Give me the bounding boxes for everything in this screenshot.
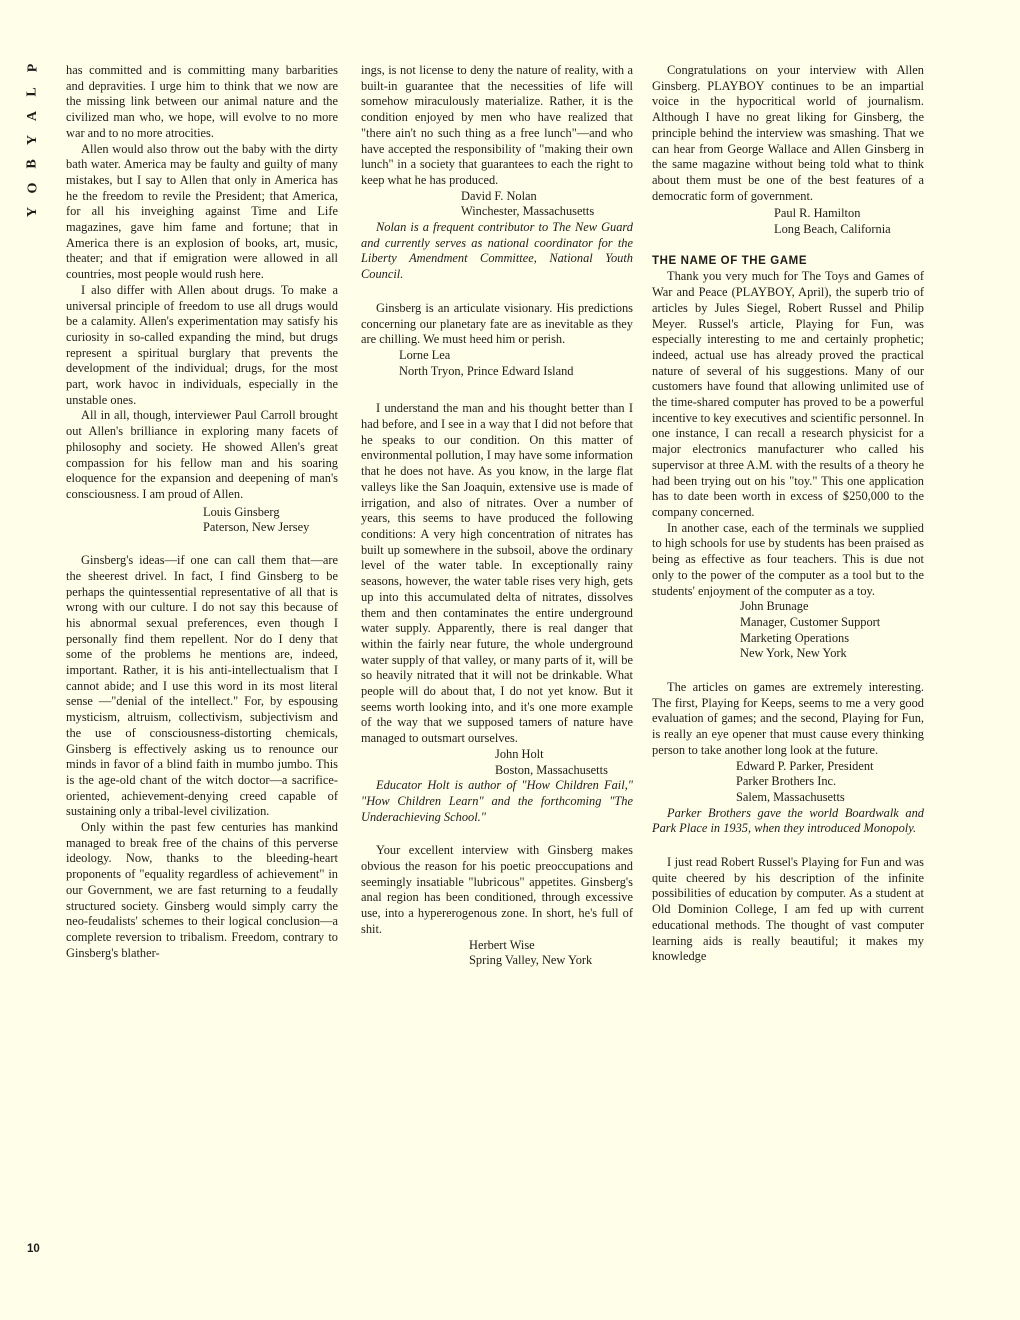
signature-name: Lorne Lea bbox=[399, 347, 451, 362]
signature-name: John Holt bbox=[495, 746, 544, 761]
letter-paragraph: Ginsberg is an articulate visionary. His predictions concerning our planetary fate are as inevitable as they are chilling. We must heed him or perish. bbox=[361, 300, 633, 347]
editor-note: Educator Holt is author of "How Children Fail," "How Children Learn" and the forthcoming "The Underachieving School." bbox=[361, 778, 633, 824]
signature-place: Spring Valley, New York bbox=[469, 953, 593, 968]
spine-letter: O bbox=[24, 182, 40, 194]
signature-department: Marketing Operations bbox=[740, 630, 850, 645]
signature-name: David F. Nolan bbox=[461, 188, 537, 203]
letter-paragraph: I understand the man and his thought better than I had before, and I see in a way that I did not before that he speaks to our condition. On this matter of environmental pollution, I may have some information that he does not have. As you know, in the large flat valleys like the San Joaquin, extensive use is made of irrigation, and also of nitrates. Over a number of years, this seems to have produced the following conditions: A very high concentration of nitrates has built up somewhere in the subsoil, above the ordinary level of the water table. In exceptionally rainy seasons, however, the water table rises very high, gets up into this accumulated delta of nitrates, dissolves them and then contaminates the entire underground water supply. Apparently, there is real danger that within the fairly near future, the whole underground water supply of that valley, or many parts of it, will be so heavily nitrated that it will not be drinkable. What people will do about that, I do not yet know. But it seems worth looking into, and it's one more example of the way that we supposed tamers of nature have managed to outsmart ourselves. bbox=[361, 401, 633, 746]
letter-paragraph: In another case, each of the terminals we supplied to high schools for use by students has been praised as being as effective as four teachers. This is due not only to the power of the computer as a tool but to the students' enjoyment of the computer as a toy. bbox=[652, 520, 924, 598]
letter-paragraph: ings, is not license to deny the nature of reality, with a built-in guarantee that the necessities of life will somehow miraculously materialize. Rather, it is the condition enjoyed by men who have realized that "there ain't no such thing as a free lunch"—and who have accepted the responsibility of "making their own lunch" in a society that guarantees to each the right to keep what he has produced. bbox=[361, 63, 633, 187]
letter-paragraph: I just read Robert Russel's Playing for Fun and was quite cheered by his description of the infinite possibilities of education by computer. As a student at Old Dominion College, I am fed up with current educational methods. The thought of vast computer learning aids is really beautiful; it makes my knowledge bbox=[652, 855, 924, 964]
signature-company: Parker Brothers Inc. bbox=[736, 774, 837, 789]
spine-letter: B bbox=[25, 159, 40, 169]
magazine-spine-title bbox=[20, 56, 46, 224]
letter-paragraph: Your excellent interview with Ginsberg makes obvious the reason for his poetic preoccupations and seemingly insatiable "lubricous" appetites. Ginsberg's anal region has been conditioned, through excessive use, into a hypererogenous zone. In short, he's full of shit. bbox=[361, 843, 633, 936]
spine-letter: L bbox=[25, 87, 40, 97]
signature-place: Winchester, Massachusetts bbox=[461, 204, 595, 219]
letter-paragraph: Congratulations on your interview with Allen Ginsberg. PLAYBOY continues to be an impartial voice in the hypocritical world of journalism. Although I have no great liking for Ginsberg, the principle behind the interview was smashing. That we can hear from George Wallace and Allen Ginsberg in the same magazine without being told what to think about them must be one of the best features of a democratic form of government. bbox=[652, 63, 924, 203]
signature-name: John Brunage bbox=[740, 599, 809, 614]
letter-paragraph: I also differ with Allen about drugs. To make a universal principle of freedom to use all drugs would be a calamity. Allen's experimentation may satisfy his curiosity in so-called expanding the mind, but drugs represent a spiritual burglary that prevents the development of the individual; drugs, for the most part, work havoc in individuals, especially in the unstable ones. bbox=[66, 282, 338, 407]
spine-letter: P bbox=[25, 63, 40, 73]
letter-paragraph: The articles on games are extremely interesting. The first, Playing for Keeps, seems to me a very good evaluation of games; and the second, Playing for Fun, is really an eye opener that must cause every thinking person to take another long look at the future. bbox=[652, 680, 924, 757]
column-1 bbox=[66, 63, 338, 961]
signature-place: North Tryon, Prince Edward Island bbox=[399, 363, 574, 378]
signature-place: New York, New York bbox=[740, 646, 847, 661]
letter-paragraph: Only within the past few centuries has mankind managed to break free of the chains of this perverse ideology. Now, thanks to the bleeding-heart proponents of "equality regardless of achievement" in our Government, we are fast returning to a feudally structured society. Ginsberg would simply carry the neo-feudalists' schemes to their logical conclusion—a complete reversion to tribalism. Freedom, contrary to Ginsberg's blather- bbox=[66, 820, 338, 960]
editor-note: Nolan is a frequent contributor to The New Guard and currently serves as national coordinator for the Liberty Amendment Committee, National Youth Council. bbox=[361, 220, 633, 282]
letter-paragraph: Ginsberg's ideas—if one can call them that—are the sheerest drivel. In fact, I find Ginsberg to be perhaps the quintessential representative of all that is wrong with our culture. I do not say this because of his abnormal sexual preferences, even though I personally find them repellent. Nor do I deny that some of the problems he mentions are, indeed, important. Rather, it is his anti-intellectualism that I cannot abide; and I use this word in its most literal sense —"denial of the intellect." For, by espousing mysticism, altruism, collectivism, subjectivism and the use of consciousness-distorting chemicals, Ginsberg is effectively asking us to renounce our minds in favor of a blind faith in mumbo jumbo. This is the age-old chant of the witch doctor—a sacrifice-oriented, achievement-denying creed capable of sustaining only a tribal-level civilization. bbox=[66, 553, 338, 819]
signature-place: Salem, Massachusetts bbox=[736, 789, 845, 804]
column-2 bbox=[361, 63, 633, 969]
signature-name: Paul R. Hamilton bbox=[774, 206, 861, 221]
editor-note: Parker Brothers gave the world Boardwalk and Park Place in 1935, when they introduced Monopoly. bbox=[652, 805, 924, 836]
signature-name: Herbert Wise bbox=[469, 937, 535, 952]
letter-paragraph: All in all, though, interviewer Paul Carroll brought out Allen's brilliance in exploring many facets of philosophy and society. He showed Allen's great compassion for his fellow man and his soaring eloquence for the expansion and deepening of man's consciousness. I am proud of Allen. bbox=[66, 408, 338, 501]
signature-name: Louis Ginsberg bbox=[203, 504, 280, 519]
letter-paragraph: has committed and is committing many barbarities and depravities. I urge him to think that we now are the missing link between our animal nature and the civilized man who, we hope, will evolve to no more war and to no more atrocities. bbox=[66, 63, 338, 140]
letter-paragraph: Allen would also throw out the baby with the dirty bath water. America may be faulty and guilty of many mistakes, but I say to Allen that only in America has he the freedom to revile the President; that America, for all his inveighing against Time and Life magazines, gave him fame and fortune; that in America there is an explosion of books, art, music, theater; and that if emigration were allowed in all countries, most people would rush here. bbox=[66, 141, 338, 282]
spine-letter: A bbox=[25, 110, 40, 122]
signature-name: Edward P. Parker, President bbox=[736, 758, 874, 773]
signature-place: Boston, Massachusetts bbox=[495, 762, 608, 777]
column-3 bbox=[652, 63, 924, 965]
section-heading: THE NAME OF THE GAME bbox=[652, 254, 808, 267]
signature-place: Paterson, New Jersey bbox=[203, 520, 310, 535]
letter-paragraph: Thank you very much for The Toys and Games of War and Peace (PLAYBOY, April), the superb trio of articles by Jules Siegel, Robert Russel and Philip Meyer. Russel's article, Playing for Fun, was especially interesting to me and certainly prophetic; indeed, actual use has already proved the practical nature of several of his suggestions. Many of our customers have found that allowing unlimited use of the time-shared computer has proved to be a powerful incentive to key executives and scientific personnel. In one instance, I can recall a research physicist for a major electronics manufacturer who called his supervisor at three A.M. with the results of a theory he had been trying out on his "toy." This one application has to date been worth in excess of $250,000 to the company concerned. bbox=[652, 269, 924, 519]
page-number: 10 bbox=[27, 1243, 40, 1255]
spine-letter: Y bbox=[25, 206, 40, 218]
signature-title: Manager, Customer Support bbox=[740, 614, 881, 629]
signature-place: Long Beach, California bbox=[774, 222, 891, 237]
spine-letter: Y bbox=[25, 134, 40, 146]
